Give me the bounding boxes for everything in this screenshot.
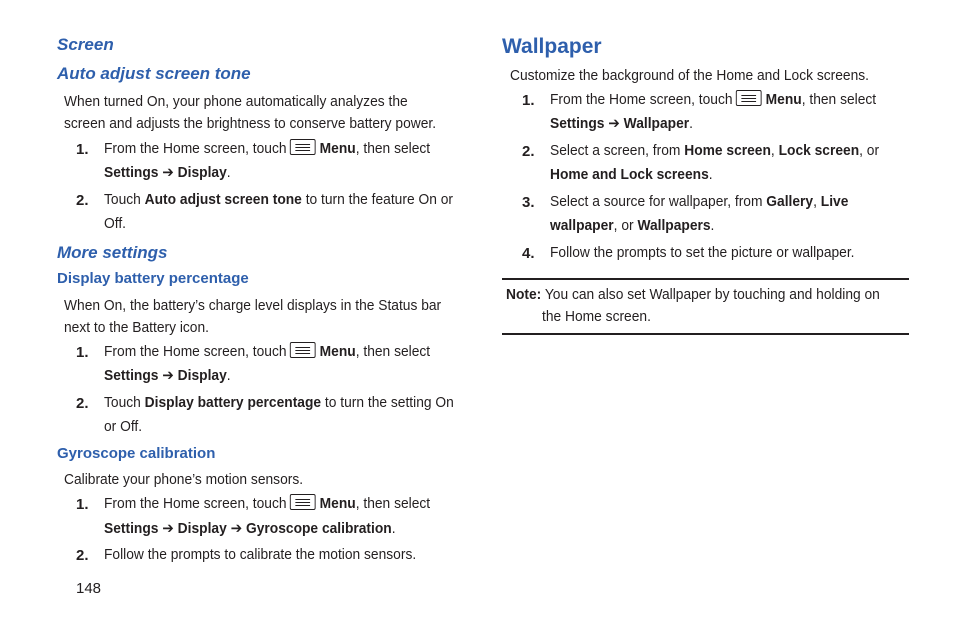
- step-number: 1.: [76, 496, 89, 513]
- step-number: 4.: [522, 245, 535, 262]
- auto-desc-line-2: screen and adjusts the brightness to conserve battery power.: [64, 115, 437, 132]
- note-line-1: Note: You can also set Wallpaper by touching and holding on: [506, 286, 880, 303]
- step-number: 3.: [522, 194, 535, 211]
- auto-step-1-line-2: Settings ➔ Display.: [104, 164, 231, 181]
- gyro-step-1-line-2: Settings ➔ Display ➔ Gyroscope calibration.: [104, 520, 396, 537]
- menu-icon: [290, 139, 316, 155]
- step-number: 1.: [76, 141, 89, 158]
- page-number: 148: [76, 580, 102, 597]
- wallpaper-step-2-line-2: Home and Lock screens.: [550, 166, 713, 183]
- auto-step-2-line-2: Off.: [104, 215, 126, 232]
- step-number: 1.: [76, 344, 89, 361]
- step-number: 2.: [76, 547, 89, 564]
- wallpaper-step-3-line-2: wallpaper, or Wallpapers.: [550, 217, 715, 234]
- heading-gyroscope: Gyroscope calibration: [57, 445, 216, 462]
- gyro-step-1-line-1: From the Home screen, touch Menu, then select: [104, 495, 431, 512]
- wallpaper-step-1-line-2: Settings ➔ Wallpaper.: [550, 115, 693, 132]
- note-bottom-rule: [502, 333, 909, 335]
- heading-battery-percentage: Display battery percentage: [57, 270, 249, 287]
- step-number: 2.: [76, 395, 89, 412]
- menu-icon: [290, 342, 316, 358]
- step-number: 2.: [522, 143, 535, 160]
- wallpaper-step-4: Follow the prompts to set the picture or wallpaper.: [550, 244, 855, 261]
- battery-step-1-line-1: From the Home screen, touch Menu, then select: [104, 343, 431, 360]
- battery-desc-line-2: next to the Battery icon.: [64, 319, 209, 336]
- auto-step-1-line-1: From the Home screen, touch Menu, then select: [104, 140, 431, 157]
- section-heading-screen: Screen: [57, 35, 114, 54]
- auto-desc-line-1: When turned On, your phone automatically analyzes the: [64, 93, 408, 110]
- note-top-rule: [502, 278, 909, 280]
- step-number: 1.: [522, 92, 535, 109]
- gyro-step-2: Follow the prompts to calibrate the motion sensors.: [104, 546, 417, 563]
- battery-desc-line-1: When On, the battery’s charge level displays in the Status bar: [64, 297, 442, 314]
- menu-icon: [290, 494, 316, 510]
- menu-icon: [736, 90, 762, 106]
- battery-step-2-line-1: Touch Display battery percentage to turn the setting On: [104, 394, 454, 411]
- battery-step-2-line-2: or Off.: [104, 418, 143, 435]
- wallpaper-step-1-line-1: From the Home screen, touch Menu, then select: [550, 91, 877, 108]
- battery-step-1-line-2: Settings ➔ Display.: [104, 367, 231, 384]
- wallpaper-step-2-line-1: Select a screen, from Home screen, Lock screen, or: [550, 142, 880, 159]
- heading-auto-adjust: Auto adjust screen tone: [57, 64, 251, 83]
- step-number: 2.: [76, 192, 89, 209]
- auto-step-2-line-1: Touch Auto adjust screen tone to turn the feature On or: [104, 191, 453, 208]
- gyro-desc: Calibrate your phone’s motion sensors.: [64, 471, 304, 488]
- wallpaper-step-3-line-1: Select a source for wallpaper, from Gallery, Live: [550, 193, 849, 210]
- note-line-2: the Home screen.: [542, 308, 651, 325]
- note-label: Note:: [506, 286, 542, 303]
- wallpaper-desc: Customize the background of the Home and Lock screens.: [510, 67, 870, 84]
- heading-wallpaper: Wallpaper: [502, 35, 602, 58]
- heading-more-settings: More settings: [57, 243, 168, 262]
